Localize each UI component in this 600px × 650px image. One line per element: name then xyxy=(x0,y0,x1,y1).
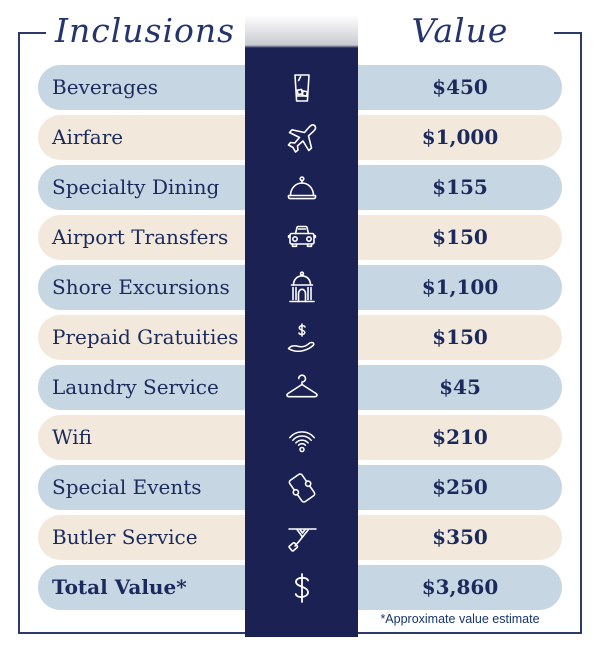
row-value: $155 xyxy=(432,175,488,199)
airplane-icon xyxy=(281,117,322,158)
table-row xyxy=(38,465,562,510)
row-label: Butler Service xyxy=(52,525,198,549)
row-value: $350 xyxy=(432,525,488,549)
inclusions-header: Inclusions xyxy=(54,11,236,50)
row-value: $150 xyxy=(432,225,488,249)
row-label: Shore Excursions xyxy=(52,275,230,299)
butler-tray-icon xyxy=(281,517,322,558)
row-value: $1,100 xyxy=(421,275,499,299)
table-row xyxy=(38,415,562,460)
table-row xyxy=(38,265,562,310)
wifi-icon xyxy=(281,417,322,458)
row-value: $250 xyxy=(432,475,488,499)
row-label: Prepaid Gratuities xyxy=(52,325,239,349)
row-value: $3,860 xyxy=(421,575,499,599)
table-row xyxy=(38,515,562,560)
row-label: Specialty Dining xyxy=(52,175,220,199)
hanger-icon xyxy=(281,367,322,408)
row-value: $450 xyxy=(432,75,488,99)
row-value: $45 xyxy=(439,375,481,399)
row-label: Laundry Service xyxy=(52,375,219,399)
beverage-glass-icon xyxy=(281,67,322,108)
ticket-icon xyxy=(281,467,322,508)
table-row xyxy=(38,165,562,210)
row-value: $210 xyxy=(432,425,488,449)
row-label: Airport Transfers xyxy=(52,225,229,249)
row-value: $150 xyxy=(432,325,488,349)
cloche-icon xyxy=(281,167,322,208)
row-label: Total Value* xyxy=(52,575,187,599)
row-value: $1,000 xyxy=(421,125,499,149)
row-label: Airfare xyxy=(52,125,124,149)
monument-icon xyxy=(281,267,322,308)
taxi-icon xyxy=(281,217,322,258)
footnote: *Approximate value estimate xyxy=(380,612,540,626)
row-label: Beverages xyxy=(52,75,159,99)
table-row-total xyxy=(38,565,562,610)
dollar-sign-icon xyxy=(281,567,322,608)
value-header: Value xyxy=(411,11,509,50)
table-row xyxy=(38,215,562,260)
row-label: Special Events xyxy=(52,475,202,499)
row-label: Wifi xyxy=(52,425,92,449)
hand-dollar-icon xyxy=(281,317,322,358)
table-row xyxy=(38,365,562,410)
table-row xyxy=(38,115,562,160)
table-row xyxy=(38,65,562,110)
table-row xyxy=(38,315,562,360)
